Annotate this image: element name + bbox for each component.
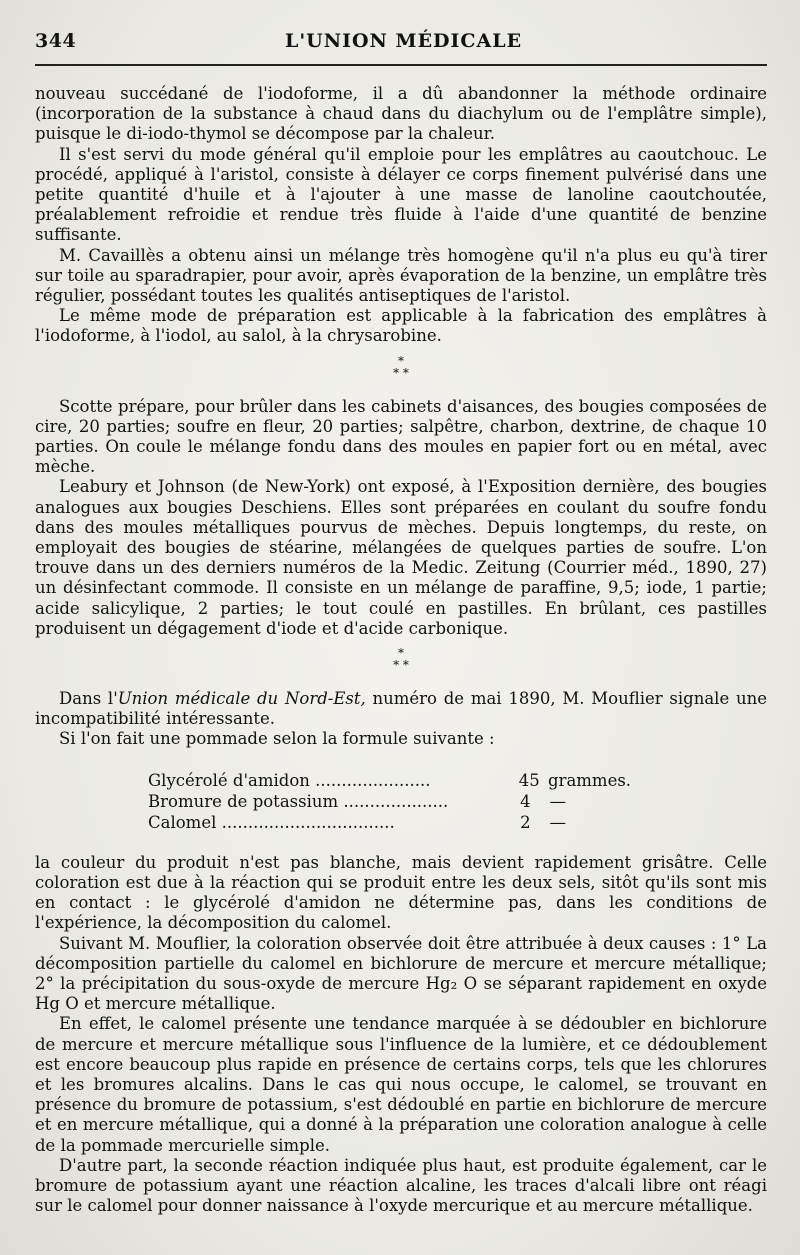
separator-star-bottom: * * [393,658,409,673]
formula-row [148,791,618,812]
paragraph: la couleur du produit n'est pas blanche, mais devient rapidement grisâtre. Celle coloration est due à la réaction qui se produit entre les deux sels, sitôt qu'ils sont mis en contact : le glycérolé d'amidon ne détermine pas, dans les conditions de l'expérience, la décomposition du calomel. [35,852,767,933]
paragraph: Le même mode de préparation est applicable à la fabrication des emplâtres à l'iodoforme, à l'iodol, au salol, à la chrysarobine. [35,306,767,346]
ingredient-quantity: 4 [520,791,531,811]
paragraph: Scotte prépare, pour brûler dans les cabinets d'aisances, des bougies composées de cire, 20 parties; soufre en fleur, 20 parties; salpêtre, charbon, dextrine, de chaque 10 parties. On coule le mélange fondu dans des moules en papier fort ou en métal, avec mèche. [35,396,767,477]
ingredient-quantity: 45 [518,770,540,790]
paragraph: Leabury et Johnson (de New-York) ont exposé, à l'Exposition dernière, des bougies analogues aux bougies Deschiens. Elles sont préparées en coulant du soufre fondu dans des moules métalliques pourvus de mèches. Depuis longtemps, du reste, on employait des bougies de stéarine, mélangées de quelques parties de soufre. L'on trouve dans un des derniers numéros de la Medic. Zeitung (Courrier méd., 1890, 27) un désinfectant commode. Il consiste en un mélange de paraffine, 9,5; iode, 1 partie; acide salicylique, 2 parties; le tout coulé en pastilles. En brûlant, ces pastilles produisent un dégagement d'iode et d'acide carbonique. [35,477,767,638]
text-run: Dans l' [59,689,118,709]
section-separator [35,647,767,687]
formula-row [148,812,618,833]
ingredient-quantity: 2 [520,812,531,832]
page-header [35,20,767,66]
paragraph: D'autre part, la seconde réaction indiquée plus haut, est produite également, car le bromure de potassium ayant une réaction alcaline, les traces d'alcali libre ont réagi sur le calomel pour donner naissance à l'oxyde mercurique et au mercure métallique. [35,1155,767,1216]
formula-table [148,770,632,833]
text-run: numéro de mai 1890, M. Mouflier signale une incompatibilité intéressante. [35,689,767,729]
section-separator [35,355,767,395]
separator-star-top: * [398,353,404,368]
ingredient-unit: — [549,791,566,811]
journal-title: Union médicale du Nord-Est, [117,689,366,709]
paragraph: Si l'on fait une pommade selon la formule suivante : [59,729,495,749]
ingredient-name: Calomel ................................. [148,812,395,832]
ingredient-unit: — [549,812,566,832]
formula-row [148,770,632,791]
ingredient-name: Glycérolé d'amidon ...................... [148,770,431,790]
header-rule [35,64,767,66]
separator-star-top: * [398,646,404,661]
page-number: 344 [35,30,77,52]
paragraph [35,689,767,729]
paragraph: Suivant M. Mouflier, la coloration observée doit être attribuée à deux causes : 1° La décomposition partielle du calomel en bichlorure de mercure et mercure métallique; 2° la précipitation du sous-oxyde de mercure Hg₂ O se séparant rapidement en oxyde Hg O et mercure métallique. [35,933,767,1014]
separator-star-bottom: * * [393,365,409,380]
article-body [35,84,767,1216]
paragraph: nouveau succédané de l'iodoforme, il a dû abandonner la méthode ordinaire (incorporation de la substance à chaud dans du diachylum ou de l'emplâtre simple), puisque le di-iodo-thymol se décompose par la chaleur. [35,84,767,144]
paragraph: En effet, le calomel présente une tendance marquée à se dédoubler en bichlorure de mercure et mercure métallique sous l'influence de la lumière, et ce dédoublement est encore beaucoup plus rapide en présence de certains corps, tels que les chlorures et les bromures alcalins. Dans le cas qui nous occupe, le calomel, se trouvant en présence du bromure de potassium, s'est dédoublé en partie en bichlorure de mercure et en mercure métallique, qui a donné à la préparation une coloration analogue à celle de la pommade mercurielle simple. [35,1014,767,1155]
ingredient-name: Bromure de potassium .................... [148,791,449,811]
ingredient-unit: grammes. [548,770,632,790]
paragraph: Il s'est servi du mode général qu'il emploie pour les emplâtres au caoutchouc. Le procédé, appliqué à l'aristol, consiste à délayer ce corps finement pulvérisé dans une petite quantité d'huile et à l'ajouter à une masse de lanoline caoutchoutée, préalablement refroidie et rendue très fluide à l'aide d'une quantité de benzine suffisante. [35,144,767,245]
paragraph: M. Cavaillès a obtenu ainsi un mélange très homogène qu'il n'a plus eu qu'à tirer sur toile au sparadrapier, pour avoir, après évaporation de la benzine, un emplâtre très régulier, possédant toutes les qualités antiseptiques de l'aristol. [35,245,767,306]
running-title: L'UNION MÉDICALE [285,30,523,52]
